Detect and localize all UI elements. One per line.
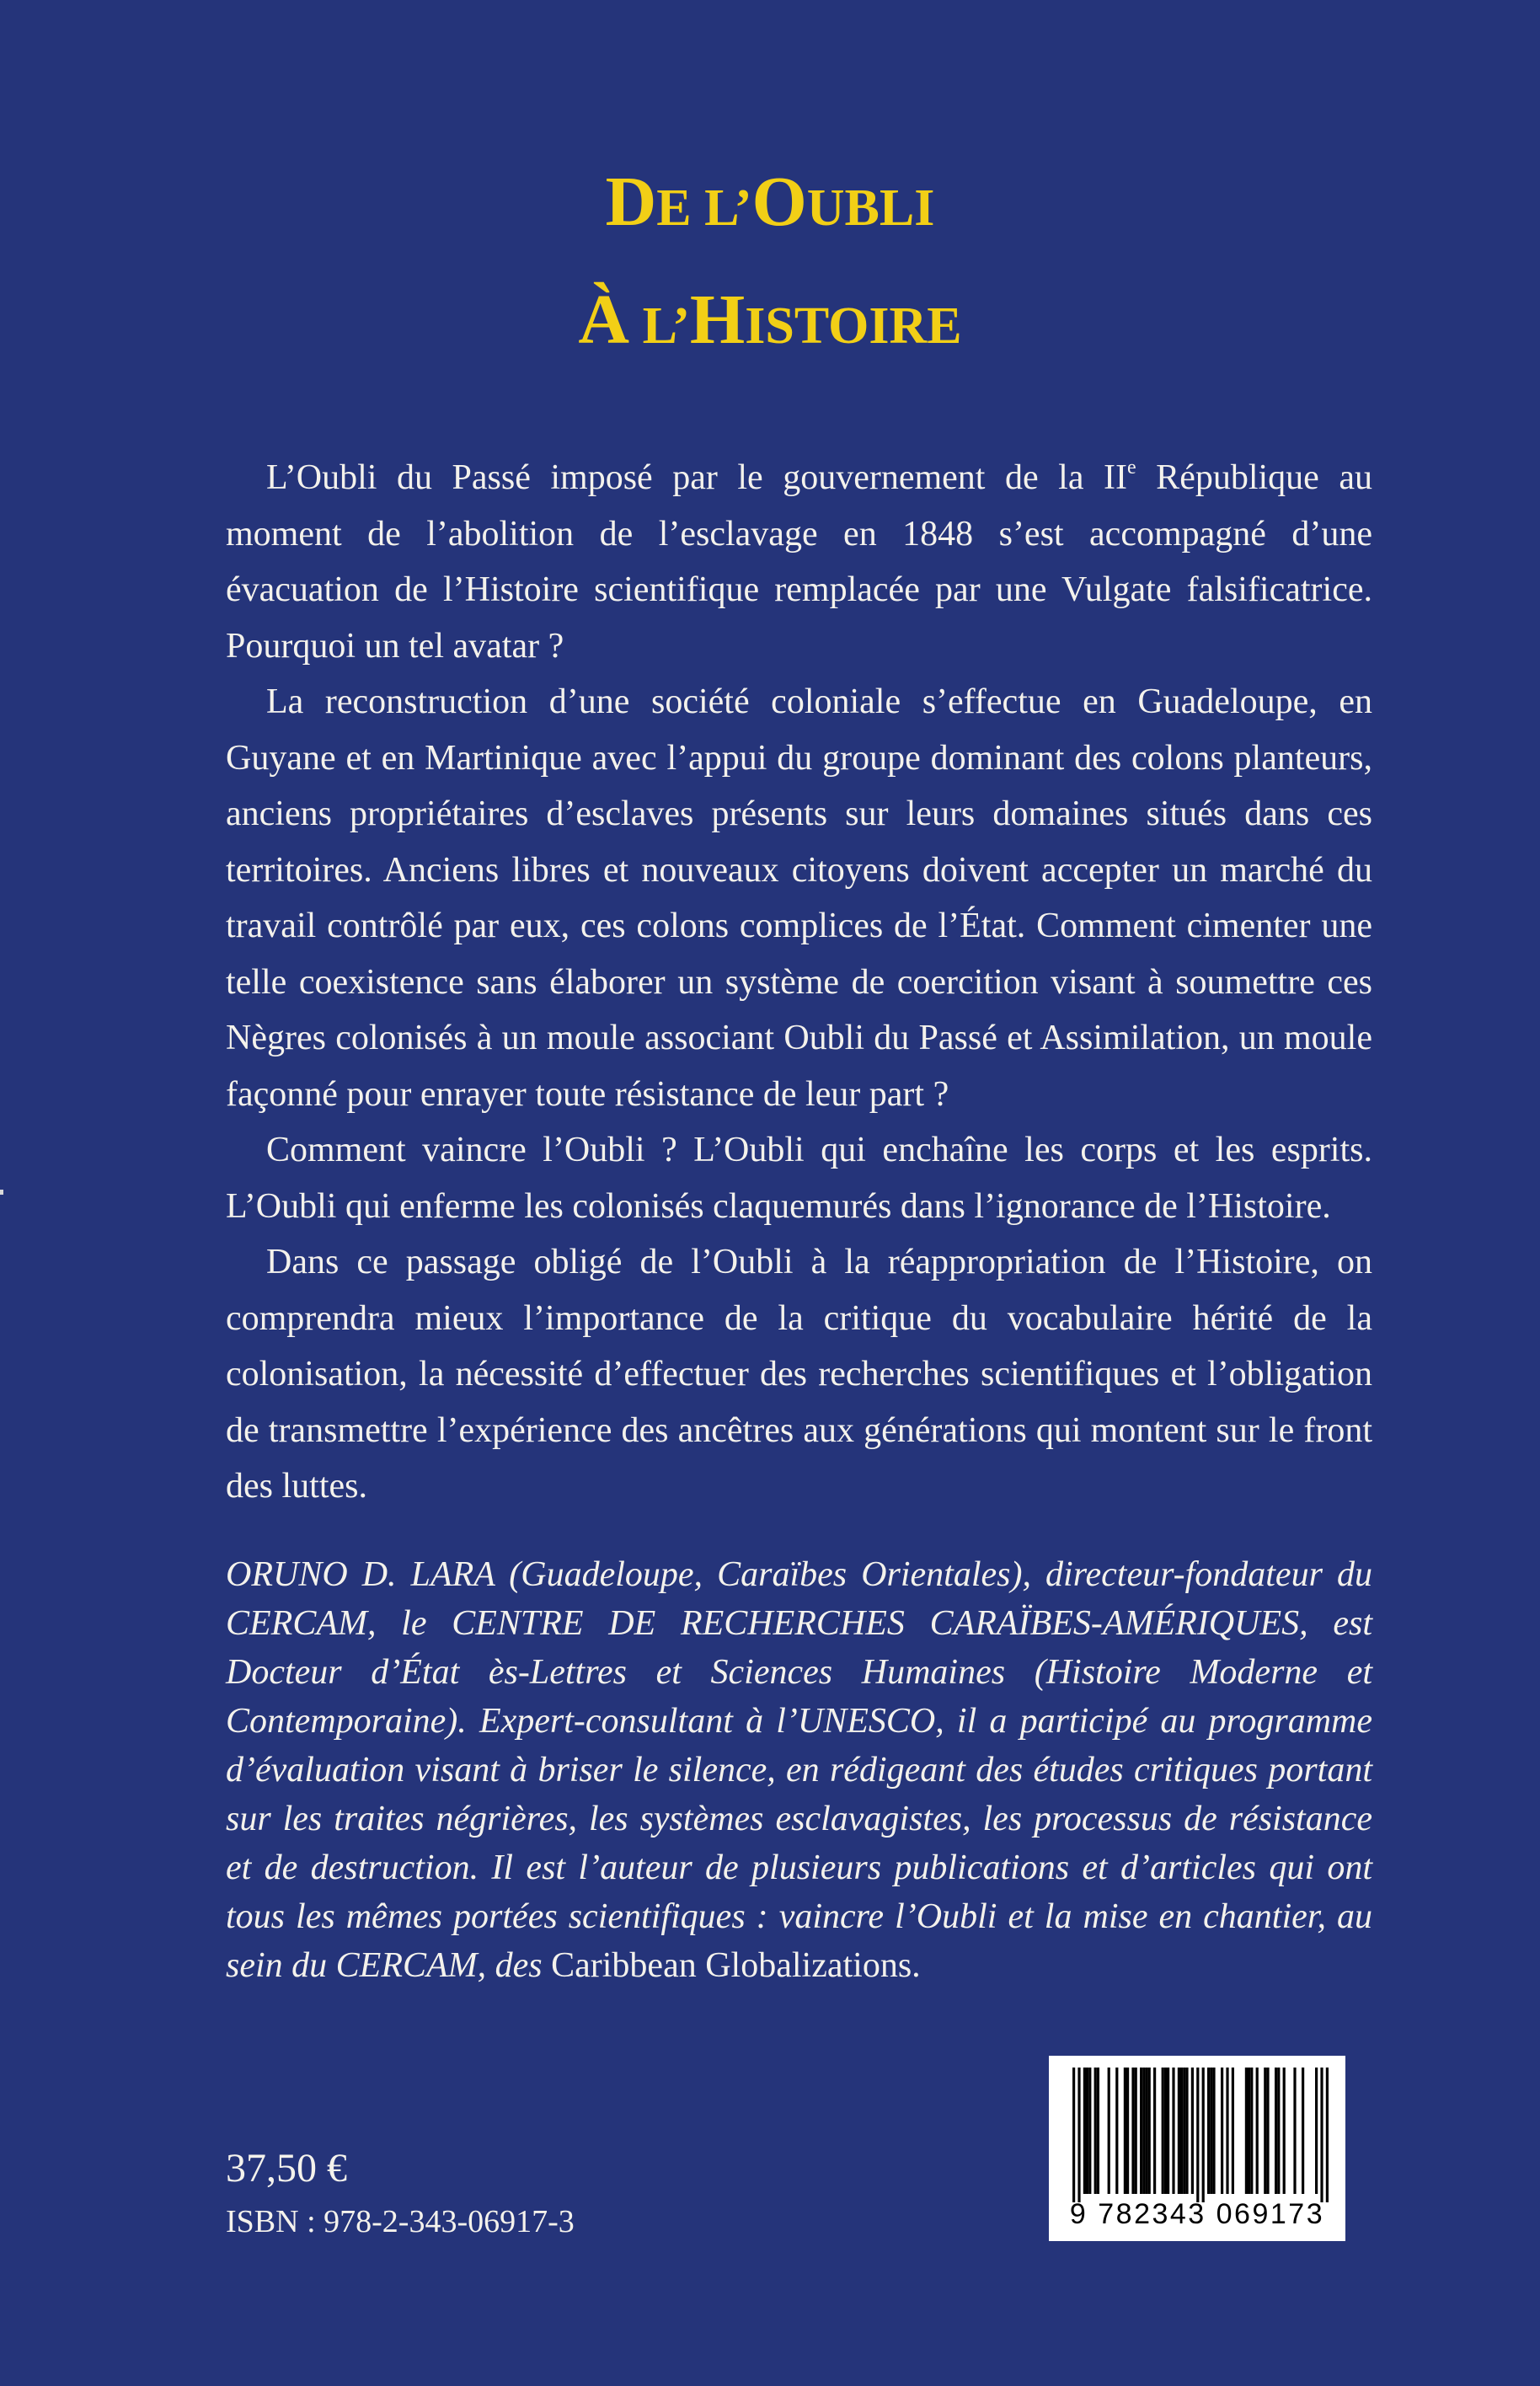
barcode-bar xyxy=(1086,2068,1088,2194)
barcode-bar xyxy=(1245,2068,1248,2194)
barcode-bar xyxy=(1083,2068,1086,2194)
blurb-paragraph-2: La reconstruction d’une société coloniale s’effectue en Guadeloupe, en Guyane et en Martinique avec l’appui du groupe dominant des colons planteurs, anciens propriétaires d’esclaves présents sur leurs domaines situés dans ces territoires. Anciens libres et nouveaux citoyens doivent accepter un marché du travail contrôlé par eux, ces colons complices de l’État. Comment cimenter une telle coexistence sans élaborer un système de coercition visant à soumettre ces Nègres colonisés à un moule associant Oubli du Passé et Assimilation, un moule façonné pour enrayer toute résistance de leur part ? xyxy=(226,682,1372,1114)
barcode-bar xyxy=(1315,2068,1318,2194)
barcode-bar xyxy=(1293,2068,1296,2194)
title-letter: O xyxy=(751,163,807,241)
barcode-bar xyxy=(1196,2068,1199,2202)
barcode-bar xyxy=(1191,2068,1194,2194)
barcode-bar xyxy=(1115,2068,1118,2194)
barcode-bar xyxy=(1275,2068,1277,2194)
barcode-bar xyxy=(1108,2068,1110,2194)
barcode-bar xyxy=(1221,2068,1223,2194)
barcode-bar xyxy=(1167,2068,1169,2194)
blurb-paragraph-3: Comment vaincre l’Oubli ? L’Oubli qui enchaîne les corps et les esprits. L’Oubli qui enferme les colonisés claquemurés dans l’ignorance de l’Histoire. xyxy=(226,1131,1372,1226)
barcode-bar xyxy=(1135,2068,1137,2194)
author-bio-text: ORUNO D. LARA (Guadeloupe, Caraïbes Orientales), directeur-fondateur du CERCAM, le CENTRE DE RECHERCHES CARAÏBES-AMÉRIQUES, est Docteur d’État ès-Lettres et Sciences Humaines (Histoire Moderne et Contemporaine). Expert-consultant à l’UNESCO, il a participé au programme d’évaluation visant à briser le silence, en rédigeant des études critiques portant sur les traites négrières, les systèmes esclavagistes, les processus de résistance et de destruction. Il est l’auteur de plusieurs publications et d’articles qui ont tous les mêmes portées scientifiques : vaincre l’Oubli et la mise en chantier, au sein du CERCAM, des xyxy=(226,1555,1372,1985)
barcode-bar xyxy=(1088,2068,1091,2194)
barcode-bar xyxy=(1207,2068,1210,2194)
barcode-bar xyxy=(1153,2068,1156,2194)
barcode-bar xyxy=(1202,2068,1205,2202)
barcode-bar xyxy=(1210,2068,1212,2194)
barcode-bar xyxy=(1185,2068,1188,2194)
title-small-caps: UBLI xyxy=(806,179,935,237)
title-line-2 xyxy=(0,261,1540,379)
barcode-bar xyxy=(1264,2068,1266,2194)
barcode-bar xyxy=(1094,2068,1097,2194)
barcode-bar xyxy=(1162,2068,1164,2194)
author-bio-paragraph xyxy=(226,1550,1372,1990)
blurb-text: République au moment de l’abolition de l’esclavage en 1848 s’est accompagné d’une évacuation de l’Histoire scientifique remplacée par une Vulgate falsificatrice. Pourquoi un tel avatar ? xyxy=(226,458,1372,666)
barcode-bar xyxy=(1131,2068,1134,2194)
barcode-bar xyxy=(1226,2068,1228,2194)
barcode-bar xyxy=(1183,2068,1185,2194)
barcode-bar xyxy=(1148,2068,1151,2194)
blurb xyxy=(226,450,1372,1515)
barcode-digits: 9 782343 069173 xyxy=(1069,2198,1325,2230)
barcode-bar xyxy=(1266,2068,1269,2194)
barcode-bar xyxy=(1072,2068,1075,2202)
title-small-caps: E xyxy=(656,179,692,237)
barcode-bar xyxy=(1164,2068,1167,2194)
barcode-bar xyxy=(1142,2068,1145,2194)
barcode-bar xyxy=(1140,2068,1142,2194)
title-word: L’ xyxy=(691,179,752,237)
barcode-bar xyxy=(1326,2068,1329,2202)
edge-mark xyxy=(0,1190,3,1195)
barcode-bar xyxy=(1212,2068,1215,2194)
barcode-bar xyxy=(1097,2068,1099,2194)
barcode-bar xyxy=(1302,2068,1304,2194)
barcode-bar xyxy=(1256,2068,1259,2194)
barcode-bar xyxy=(1320,2068,1323,2202)
barcode-bar xyxy=(1124,2068,1126,2194)
book-title xyxy=(0,143,1540,379)
barcode-bar xyxy=(1250,2068,1253,2194)
blurb-paragraph-1 xyxy=(226,450,1372,674)
author-bio xyxy=(226,1550,1372,1990)
superscript: e xyxy=(1127,457,1136,479)
title-letter: H xyxy=(689,281,746,359)
barcode-bar xyxy=(1077,2068,1080,2202)
barcode-bar xyxy=(1248,2068,1250,2194)
title-line-1 xyxy=(0,143,1540,261)
title-word: L’ xyxy=(629,297,690,355)
title-small-caps: ISTOIRE xyxy=(745,297,962,355)
barcode-bar xyxy=(1172,2068,1174,2194)
barcode-bar xyxy=(1232,2068,1234,2194)
blurb-paragraph-4: Dans ce passage obligé de l’Oubli à la réappropriation de l’Histoire, on comprendra mieux l’importance de la critique du vocabulaire hérité de la colonisation, la nécessité d’effectuer des recherches scientifiques et l’obligation de transmettre l’expérience des ancêtres aux générations qui montent sur le front des luttes. xyxy=(226,1243,1372,1506)
isbn: ISBN : 978-2-343-06917-3 xyxy=(226,2204,575,2239)
blurb-text: L’Oubli du Passé imposé par le gouvernement de la II xyxy=(266,458,1127,497)
barcode xyxy=(1049,2056,1345,2241)
barcode-bar xyxy=(1277,2068,1280,2194)
barcode-bar xyxy=(1126,2068,1129,2194)
price: 37,50 € xyxy=(226,2146,347,2191)
author-bio-roman: Caribbean Globalizations xyxy=(551,1946,912,1985)
barcode-bar xyxy=(1178,2068,1180,2194)
author-bio-end: . xyxy=(912,1946,921,1985)
barcode-bar xyxy=(1180,2068,1183,2194)
title-letter: D xyxy=(605,163,657,241)
barcode-bar xyxy=(1145,2068,1147,2194)
barcode-bar xyxy=(1283,2068,1286,2194)
title-letter: À xyxy=(578,281,630,359)
